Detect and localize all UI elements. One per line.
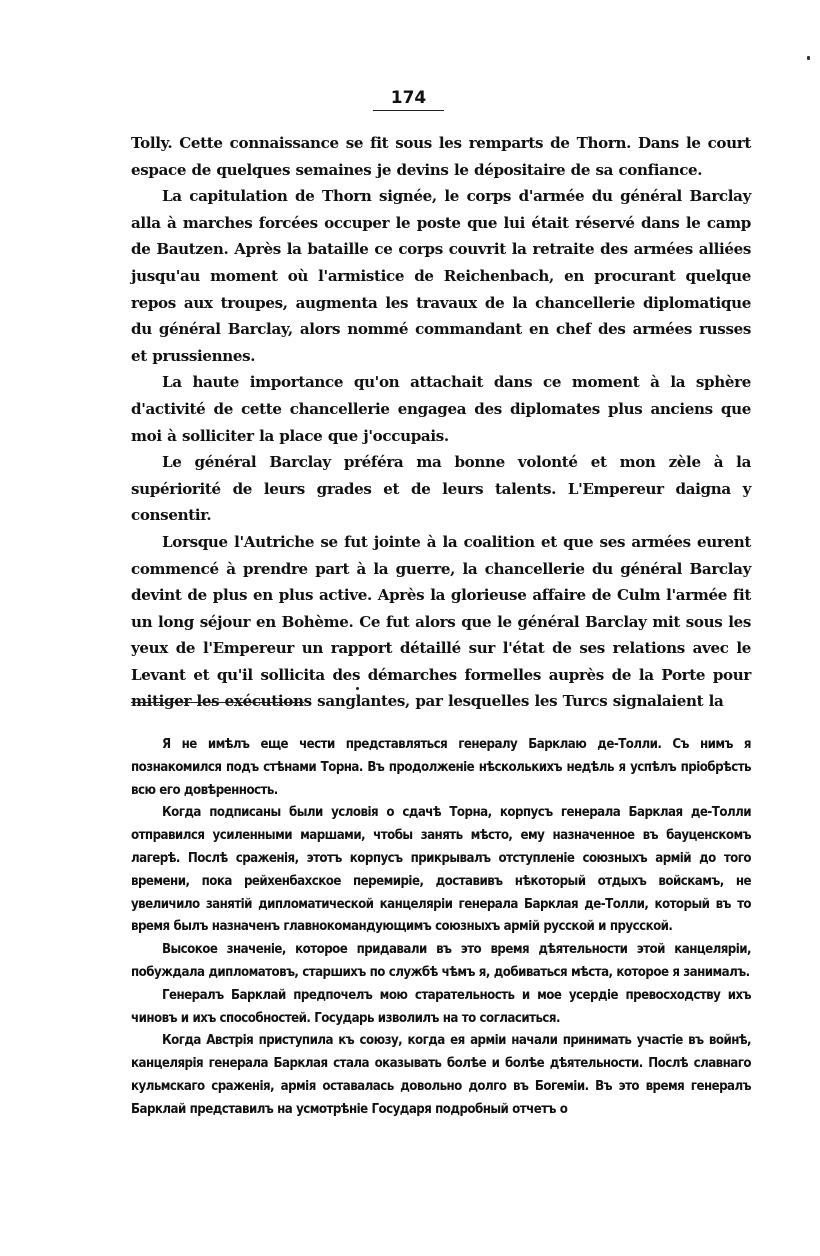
footnote-divider [131,702,304,703]
main-paragraph: Le général Barclay préféra ma bonne volonté et mon zèle à la supériorité de leurs grades et de leurs talents. L'Empereur daigna y consentir. [131,453,751,525]
page-header [0,88,820,111]
main-paragraph: Lorsque l'Autriche se fut jointe à la coalition et que ses armées eurent commencé à prendre part à la guerre, la chancellerie du général Barclay devint de plus en plus active. Après la glorieuse affaire de Culm l'armée fit un long séjour en Bohème. Ce fut alors que le général Barclay mit sous les yeux de l'Empereur un rapport détaillé sur l'état de ses relations avec le Levant et qu'il sollicita des démarches formelles auprès de la Porte pour mitiger les exécutions sanglantes, par lesquelles les Turcs signalaient la [131,532,751,711]
main-paragraph: La haute importance qu'on attachait dans ce moment à la sphère d'activité de cette chancellerie engagea des diplomates plus anciens que moi à solliciter la place que j'occupais. [131,373,751,445]
main-paragraph: Tolly. Cette connaissance se fit sous les remparts de Thorn. Dans le court espace de quelques semaines je devins le dépositaire de sa confiance. [131,134,751,179]
footnote-paragraph: Когда подписаны были условія о сдачѣ Торна, корпусъ генерала Барклая де-Толли отправился усиленными маршами, чтобы занять мѣсто, ему назначенное въ бауценскомъ лагерѣ. Послѣ сраженія, этотъ корпусъ прикрывалъ отступленіе союзныхъ армій до того времени, пока рейхенбахское перемиріе, доставивъ нѣкоторый отдыхъ войскамъ, не увеличило занятій дипломатической канцеляріи генерала Барклая де-Толли, который въ то время былъ назначенъ главнокомандующимъ союзныхъ армій русской и прусской. [131,805,751,935]
scan-dot [356,687,359,690]
main-text [131,130,751,715]
footnote-text [131,734,751,1122]
page-number: 174 [373,88,445,111]
scan-speck [807,56,810,60]
main-paragraph: La capitulation de Thorn signée, le corps d'armée du général Barclay alla à marches forcées occuper le poste que lui était réservé dans le camp de Bautzen. Après la bataille ce corps couvrit la retraite des armées alliées jusqu'au moment où l'armistice de Reichenbach, en procurant quelque repos aux troupes, augmenta les travaux de la chancellerie diplomatique du général Barclay, alors nommé commandant en chef des armées russes et prussiennes. [131,187,751,365]
footnote-paragraph: Я не имѣлъ еще чести представляться генералу Барклаю де-Толли. Съ нимъ я познакомился подъ стѣнами Торна. Въ продолженіе нѣсколькихъ недѣль я успѣлъ пріобрѣсть всю его довѣренность. [131,737,751,798]
footnote-paragraph: Когда Австрія приступила къ союзу, когда ея арміи начали принимать участіе въ войнѣ, канцелярія генерала Барклая стала оказывать болѣе и болѣе дѣятельности. Послѣ славнаго кульмскаго сраженія, армія оставалась довольно долго въ Богеміи. Въ это время генералъ Барклай представилъ на усмотрѣніе Государя подробный отчетъ о [131,1033,751,1117]
footnote-paragraph: Генералъ Барклай предпочелъ мою старательность и мое усердіе превосходству ихъ чиновъ и ихъ способностей. Государь изволилъ на то согласиться. [131,987,751,1026]
footnote-paragraph: Высокое значеніе, которое придавали въ это время дѣятельности этой канцеляріи, побуждала дипломатовъ, старшихъ по службѣ чѣмъ я, добиваться мѣста, которое я занималъ. [131,942,751,980]
